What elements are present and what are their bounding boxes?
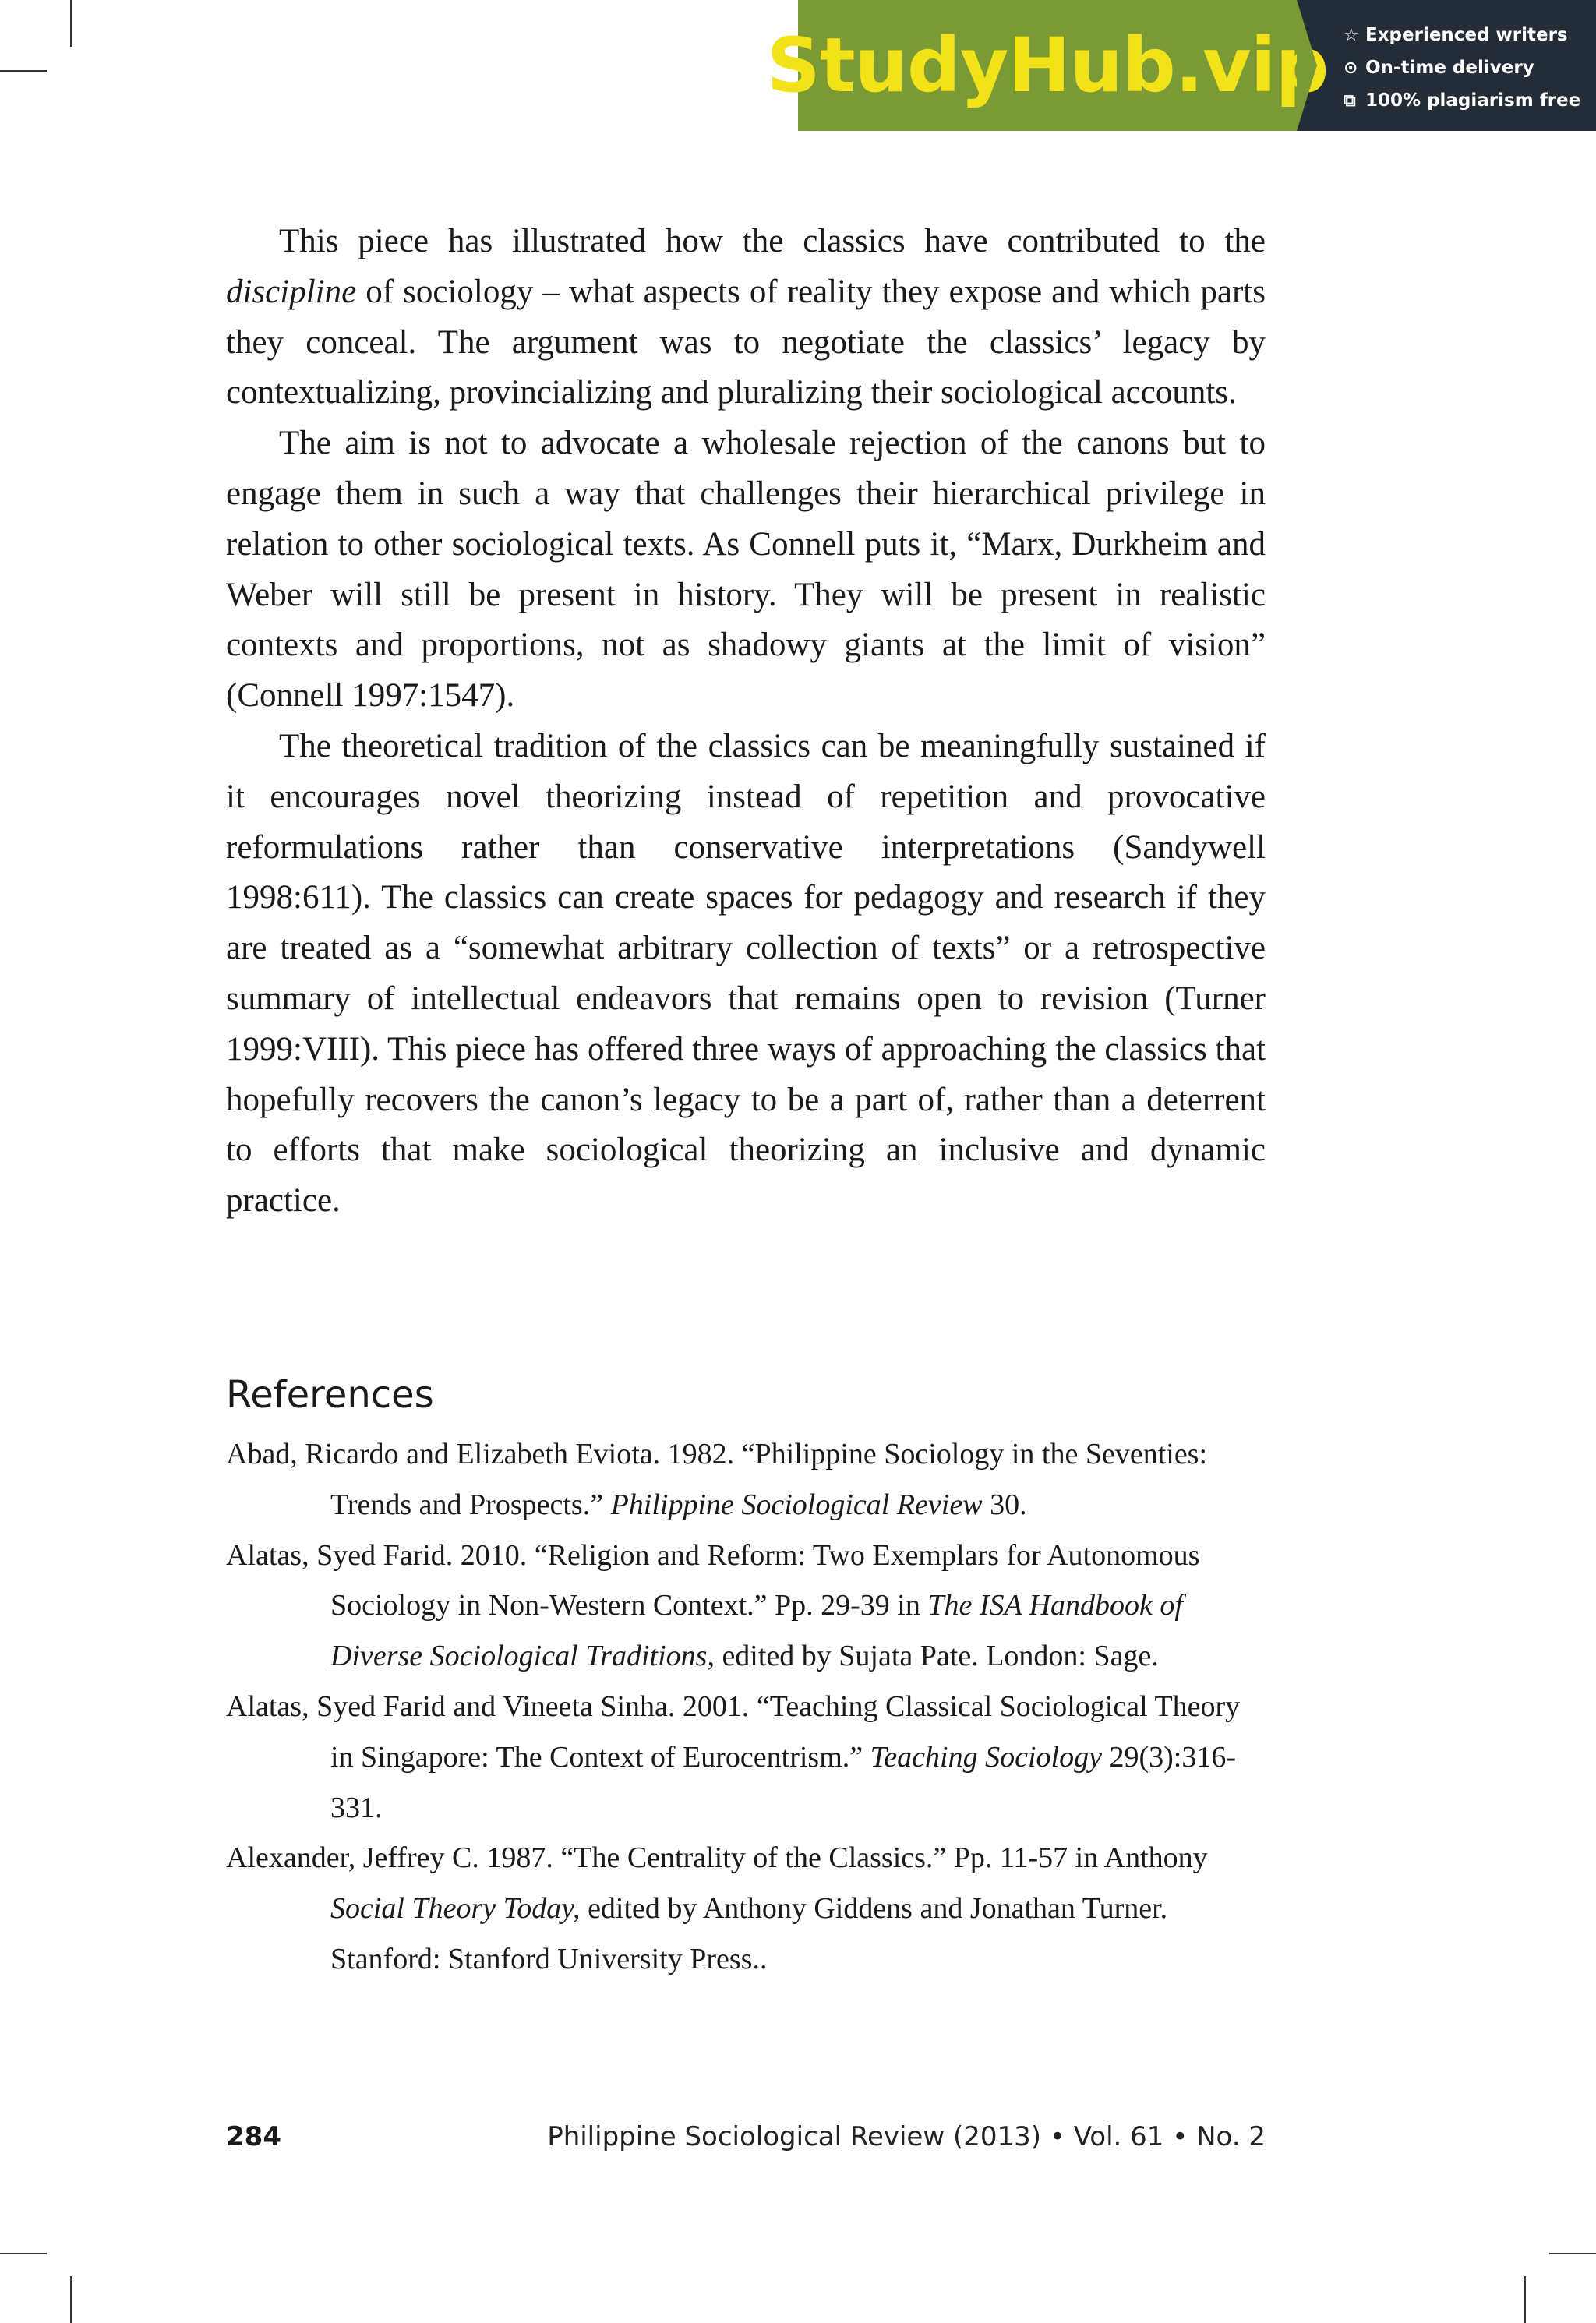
copy-icon: ⧉ [1344,90,1356,111]
clock-icon: ⊙ [1344,58,1358,78]
crop-mark [70,0,72,47]
journal-citation: Philippine Sociological Review (2013) • Vol. 61 • No. 2 [547,2121,1266,2152]
reference-entry [226,1833,1266,1984]
brand-logo[interactable]: StudyHub.vip [766,22,1329,109]
reference-text: Abad, Ricardo and Elizabeth Eviota. 1982. “Philippine Sociology in the Seventies: Trends and Prospects.” [226,1438,1208,1521]
feature-text: On-time delivery [1365,58,1534,78]
feature-text: Experienced writers [1365,25,1568,45]
reference-text: Alatas, Syed Farid. 2010. “Religion and Reform: Two Exemplars for Autonomous Sociology in Non-Western Context.” Pp. 29-39 in [226,1538,1200,1622]
reference-entry [226,1530,1266,1682]
page-number: 284 [226,2121,281,2152]
reference-text: Alexander, Jeffrey C. 1987. “The Centrality of the Classics.” Pp. 11-57 in Anthony [226,1841,1208,1875]
reference-title: Social Theory Today, [330,1892,581,1926]
crop-mark [0,2253,47,2254]
paragraph [226,217,1266,418]
reference-text: 30. [982,1488,1027,1521]
crop-mark [0,70,47,72]
page-footer [226,2121,1266,2152]
reference-list [226,1429,1266,1985]
reference-text: , edited by Sujata Pate. London: Sage. [707,1640,1159,1673]
references-heading: References [226,1373,434,1417]
crop-mark [70,2276,72,2323]
feature-item [1344,51,1596,84]
feature-list [1297,0,1596,131]
reference-title: The ISA Handbook of Diverse Sociological Traditions [330,1589,1183,1673]
feature-text: 100% plagiarism free [1365,90,1581,111]
paragraph-text: of sociology – what aspects of reality they expose and which parts they conceal. The argument was to negotiate the classics’ legacy by contextualizing, provincializing and pluralizing their sociological accounts. [226,273,1266,411]
reference-text: Alatas, Syed Farid and Vineeta Sinha. 2001. “Teaching Classical Sociological Theory in Singapore: The Context of Eurocentrism.” [226,1689,1241,1774]
emphasis-text: discipline [226,273,357,310]
reference-entry [226,1682,1266,1833]
star-icon: ☆ [1344,25,1359,45]
paragraph: The aim is not to advocate a wholesale rejection of the canons but to engage them in such a way that challenges their hierarchical privilege in relation to other sociological texts. As Connell puts it, “Marx, Durkheim and Weber will still be present in history. They will be present in realistic contexts and proportions, not as shadowy giants at the limit of vision” (Connell 1997:1547). [226,425,1266,715]
brand-panel[interactable] [766,0,1329,131]
feature-item [1344,84,1596,117]
paragraph-text: This piece has illustrated how the classics have contributed to the [279,223,1266,259]
reference-title: Teaching Sociology [870,1740,1102,1774]
reference-text: edited by Anthony Giddens and Jonathan Turner. Stanford: Stanford University Press.. [330,1892,1168,1975]
promo-banner[interactable] [766,0,1596,131]
crop-mark [1549,2253,1596,2254]
reference-text: 29(3):316-331. [330,1740,1236,1824]
paragraph: The theoretical tradition of the classics can be meaningfully sustained if it encourages novel theorizing instead of repetition and provocative reformulations rather than conservative interpretations (Sandywell 1998:611). The classics can create spaces for pedagogy and research if they are treated as a “somewhat arbitrary collection of texts” or a retrospective summary of intellectual endeavors that remains open to revision (Turner 1999:VIII). This piece has offered three ways of approaching the classics that hopefully recovers the canon’s legacy to be a part of, rather than a deterrent to efforts that make sociological theorizing an inclusive and dynamic practice. [226,727,1266,1220]
feature-item [1344,19,1596,51]
article-body [226,217,1266,1227]
reference-entry [226,1429,1266,1530]
reference-title: Philippine Sociological Review [610,1488,983,1521]
crop-mark [1524,2276,1526,2323]
